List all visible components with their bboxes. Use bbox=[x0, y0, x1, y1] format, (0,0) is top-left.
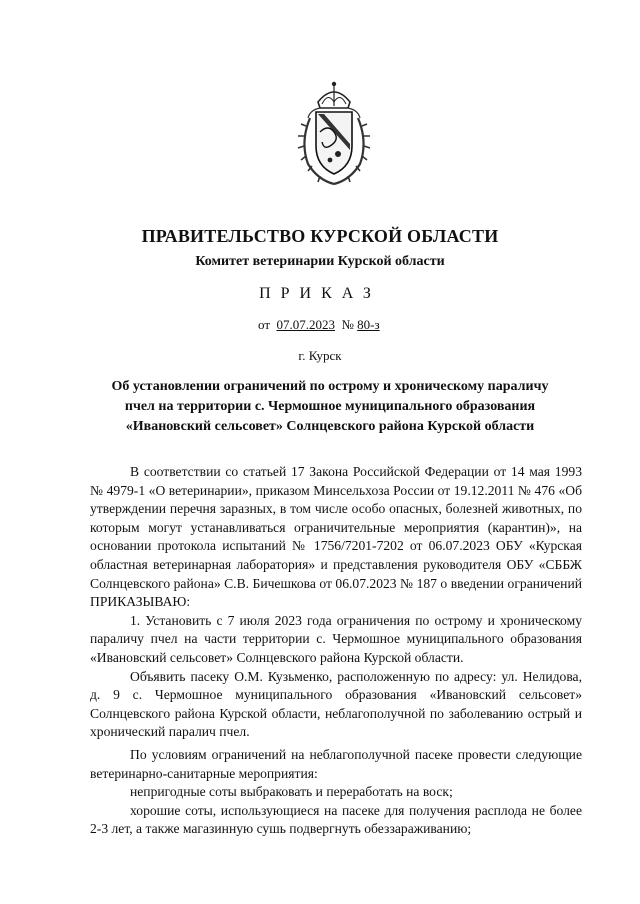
title-line: Об установлении ограничений по острому и хроническому параличу bbox=[111, 379, 549, 394]
committee-name: Комитет ветеринарии Курской области bbox=[195, 254, 445, 269]
city-name: г. Курск bbox=[298, 348, 342, 363]
order-body bbox=[90, 463, 582, 839]
order-title bbox=[90, 377, 570, 437]
coat-of-arms-emblem bbox=[294, 80, 374, 190]
preamble-paragraph: В соответствии со статьей 17 Закона Российской Федерации от 14 мая 1993 № 4979-1 «О ветеринарии», приказом Минсельхоза России от 19.12.2011 № 476 «Об утверждении перечня заразных, в том числе особо опасных, болезней животных, по которым могут устанавливаться ограничительные мероприятия (карантин)», на основании протокола испытаний № 1756/7201-7202 от 06.07.2023 ОБУ «Курская областная ветеринарная лаборатория» и представления руководителя ОБУ «СББЖ Солнцевского района» С.В. Бичешкова от 06.07.2023 № 187 о введении ограничений ПРИКАЗЫВАЮ: bbox=[90, 464, 582, 610]
number-prefix: № bbox=[341, 317, 354, 332]
measures-paragraph: По условиям ограничений на неблагополучной пасеке провести следующие ветеринарно-санитарные мероприятия: bbox=[90, 746, 582, 781]
measure-item: хорошие соты, использующиеся на пасеке для получения расплода не более 2-3 лет, а также магазинную сушь подвергнуть обеззараживанию; bbox=[90, 802, 582, 837]
date-number-line bbox=[258, 317, 380, 333]
order-number: 80-з bbox=[357, 317, 380, 332]
order-date: 07.07.2023 bbox=[276, 317, 336, 332]
title-line: пчел на территории с. Чермошное муниципального образования bbox=[124, 399, 536, 414]
title-line: «Ивановский сельсовет» Солнцевского района Курской области bbox=[125, 419, 535, 434]
clause-1-paragraph: 1. Установить с 7 июля 2023 года ограничения по острому и хроническому параличу пчел на части территории с. Чермошное муниципального образования «Ивановский сельсовет» Солнцевского района Курской области. bbox=[90, 612, 582, 665]
organization-name: ПРАВИТЕЛЬСТВО КУРСКОЙ ОБЛАСТИ bbox=[141, 226, 499, 246]
measure-item: непригодные соты выбраковать и переработать на воск; bbox=[130, 784, 453, 800]
apiary-paragraph: Объявить пасеку О.М. Кузьменко, расположенную по адресу: ул. Нелидова, д. 9 с. Чермошное муниципального образования «Ивановский сельсовет» Солнцевского района Курской области, неблагополучной по заболеванию острый и хронический паралич пчел. bbox=[90, 668, 582, 740]
date-prefix: от bbox=[258, 317, 271, 332]
document-type: ПРИКАЗ bbox=[259, 285, 381, 302]
